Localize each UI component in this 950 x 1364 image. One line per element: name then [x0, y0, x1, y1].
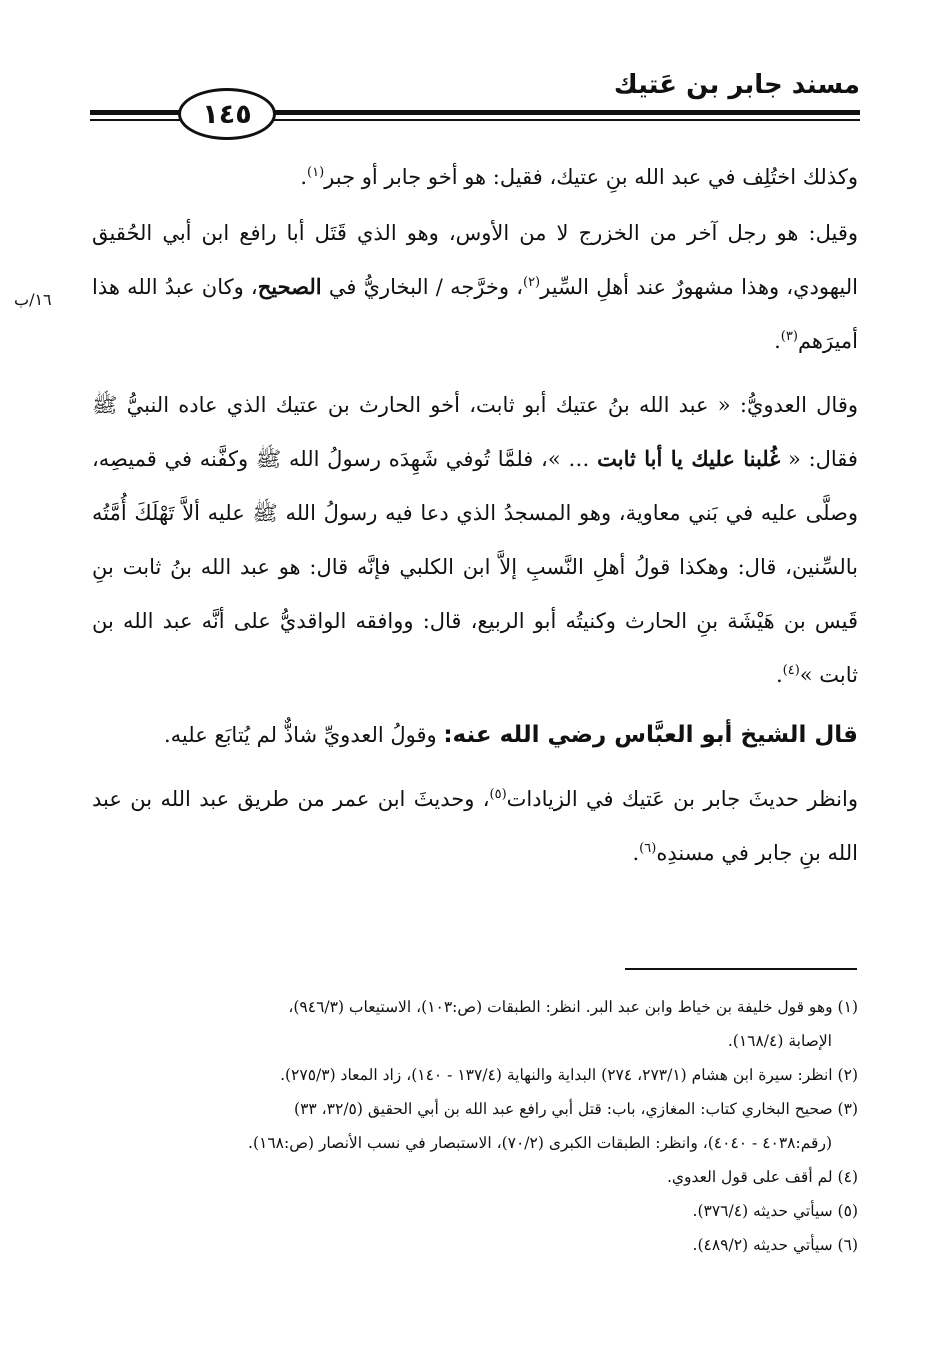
- footnote-number: (٤): [837, 1168, 858, 1186]
- footnote-ref-4: (٤): [782, 663, 800, 678]
- footnote-number: (٣): [837, 1100, 858, 1118]
- footnote-ref-6: (٦): [639, 841, 657, 856]
- paragraph-2-text-b: ، وخرَّجه / البخاريُّ في: [328, 275, 523, 299]
- footnote: [92, 1092, 858, 1160]
- footnote-ref-3: (٣): [780, 329, 798, 344]
- author-comment-heading: قال الشيخ أبو العبَّاس رضي الله عنه:: [443, 722, 858, 748]
- footnote: [92, 990, 858, 1058]
- paragraph-3-text-a: وقال العدويُّ: « عبد الله بنُ عتيك أبو ثابت، أخو الحارث بن عتيك الذي عاده النبيُّ ﷺ فقال: «: [92, 393, 858, 471]
- paragraph-2: [92, 206, 858, 368]
- paragraph-1-end: .: [300, 165, 307, 189]
- paragraph-3: [92, 378, 858, 702]
- paragraph-2-text-c: ، وكان عبدُ الله هذا أميرَهم: [92, 275, 858, 353]
- footnote-text: سيأتي حديثه (٣٧٦/٤).: [692, 1202, 833, 1220]
- page-header: [90, 66, 860, 136]
- footnote-ref-2: (٢): [522, 275, 541, 290]
- footnote: [92, 1228, 858, 1262]
- paragraph-5-text-a: وانظر حديثَ جابر بن عَتيك في الزيادات: [506, 787, 859, 811]
- footnote-continuation: (رقم:٤٠٣٨ - ٤٠٤٠)، وانظر: الطبقات الكبرى (٧٠/٢)، الاستبصار في نسب الأنصار (ص:١٦٨).: [248, 1134, 832, 1152]
- page-number-badge: [178, 88, 276, 140]
- footnote-continuation: الإصابة (١٦٨/٤).: [727, 1032, 832, 1050]
- footnote-text: انظر: سيرة ابن هشام (٢٧٣/١، ٢٧٤) البداية والنهاية (١٣٧/٤ - ١٤٠)، زاد المعاد (٢٧٥/٣).: [280, 1066, 833, 1084]
- footnote-number: (٢): [837, 1066, 858, 1084]
- paragraph-4: [92, 708, 858, 762]
- footnote-ref-1: (١): [307, 165, 325, 180]
- footnotes: [92, 990, 858, 1262]
- paragraph-2-text-a: وقيل: هو رجل آخر من الخزرج لا من الأوس، وهو الذي قَتَل أبا رافع ابن أبي الحُقيق اليهودي، وهذا مشهورٌ عند أهلِ السِّير: [92, 221, 858, 299]
- footnote-number: (٦): [837, 1236, 858, 1254]
- footnote: [92, 1194, 858, 1228]
- paragraph-4-text: وقولُ العدويِّ شاذٌّ لم يُتابَع عليه.: [163, 723, 444, 747]
- footnote: [92, 1058, 858, 1092]
- paragraph-3-text-b: … »، فلمَّا تُوفي شَهِدَه رسولُ الله ﷺ وكفَّنه في قميصِه، وصلَّى عليه في بَني معاوية، وهو المسجدُ الذي دعا فيه رسولُ الله ﷺ عليه ألاَّ تَهْلَكَ أُمَّتُه بالسِّنين، قال: وهكذا قولُ أهلِ النَّسبِ إلاَّ ابن الكلبي فإنَّه قال: هو عبد الله بنُ ثابت بنِ قَيس بن هَيْشَة بنِ الحارث وكنيتُه أبو الربيع، قال: ووافقه الواقديُّ على أنَّه عبد الله بن ثابت »: [92, 447, 858, 687]
- paragraph-1-text: وكذلك اختُلِف في عبد الله بنِ عتيك، فقيل: هو أخو جابر أو جبر: [324, 165, 858, 189]
- paragraph-2-end: .: [774, 329, 781, 353]
- hadith-quote: غُلبنا عليك يا أبا ثابت: [597, 446, 781, 471]
- book-title-sahih: الصحيح: [257, 274, 322, 299]
- paragraph-5-text-b: ، وحديثَ ابن عمر من طريق عبد الله بن عبد الله بنِ جابر في مسندِه: [92, 787, 858, 865]
- footnote-number: (٥): [837, 1202, 858, 1220]
- paragraph-5: [92, 772, 858, 880]
- paragraph-5-end: .: [632, 841, 640, 865]
- page-number: ١٤٥: [202, 98, 252, 130]
- footnote-text: صحيح البخاري كتاب: المغازي، باب: قتل أبي رافع عبد الله بن أبي الحقيق (٣٢/٥، ٣٣): [294, 1100, 833, 1118]
- running-title: مسند جابر بن عَتيك: [613, 70, 860, 100]
- footnote-text: وهو قول خليفة بن خياط وابن عبد البر. انظر: الطبقات (ص:١٠٣)، الاستيعاب (٩٤٦/٣)،: [288, 998, 833, 1016]
- paragraph-1: [92, 150, 858, 204]
- footnote: [92, 1160, 858, 1194]
- footnote-separator: [625, 968, 857, 970]
- footnote-text: لم أقف على قول العدوي.: [666, 1168, 833, 1186]
- footnote-text: سيأتي حديثه (٤٨٩/٢).: [692, 1236, 833, 1254]
- margin-note: ١٦/ب: [14, 290, 52, 309]
- footnote-number: (١): [837, 998, 858, 1016]
- paragraph-3-end: .: [775, 663, 783, 687]
- footnote-ref-5: (٥): [489, 787, 507, 802]
- main-text: [92, 150, 858, 886]
